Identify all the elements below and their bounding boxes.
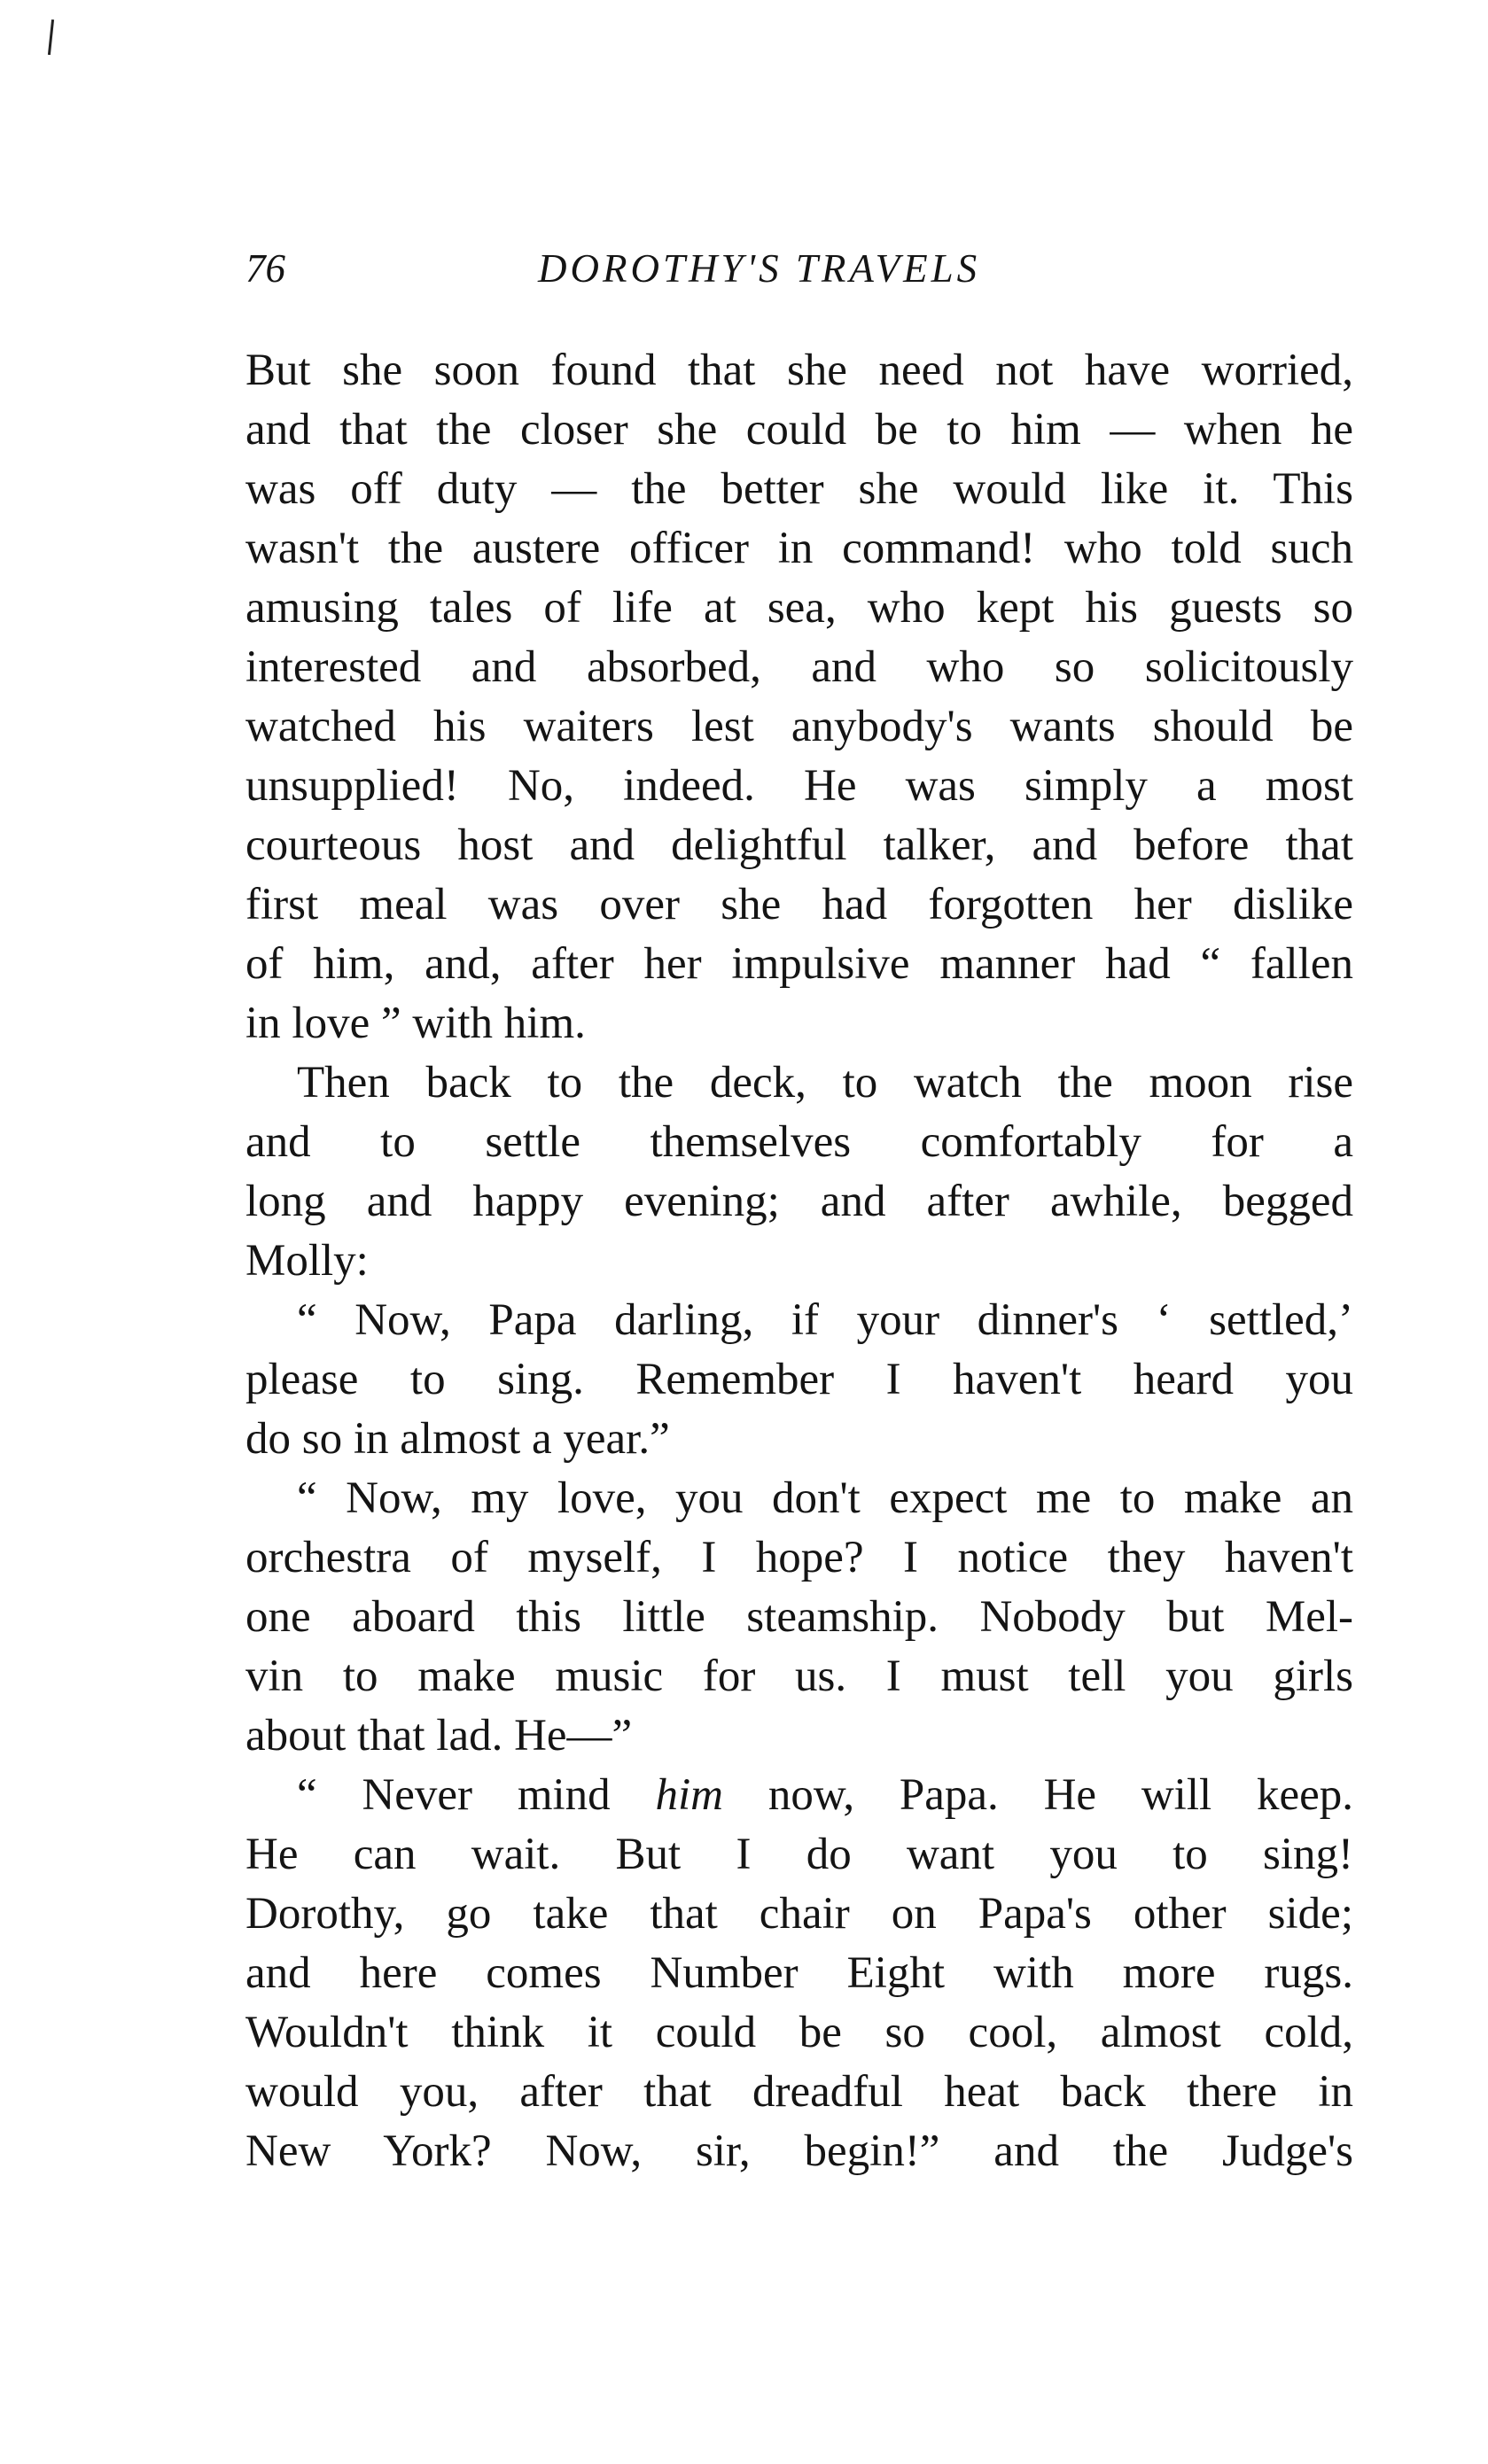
text-line: please to sing. Remember I haven't heard you xyxy=(245,1355,1353,1404)
text-line: and that the closer she could be to him — when he xyxy=(245,405,1353,455)
text-line: Then back to the deck, to watch the moon rise xyxy=(297,1058,1353,1108)
text-line: watched his waiters lest anybody's wants should be xyxy=(245,702,1353,751)
text-line: New York? Now, sir, begin!” and the Judge's xyxy=(245,2126,1353,2176)
text-line: “ Now, my love, you don't expect me to make an xyxy=(297,1473,1353,1523)
text-line: Dorothy, go take that chair on Papa's other side; xyxy=(245,1889,1353,1939)
text-line: unsupplied! No, indeed. He was simply a most xyxy=(245,761,1353,811)
text-line: first meal was over she had forgotten her dislike xyxy=(245,880,1353,929)
text-line: was off duty — the better she would like it. This xyxy=(245,464,1353,514)
text-line xyxy=(245,1766,1353,1825)
text-fragment: “ Never mind xyxy=(297,1770,611,1820)
text-line: one aboard this little steamship. Nobody but Mel- xyxy=(245,1592,1353,1642)
emphasis: him xyxy=(655,1770,723,1820)
page-number: 76 xyxy=(245,246,285,291)
body-text xyxy=(245,341,1353,2181)
text-line: “ Now, Papa darling, if your dinner's ‘ settled,’ xyxy=(297,1295,1353,1345)
text-line: courteous host and delightful talker, and before that xyxy=(245,820,1353,870)
text-line: would you, after that dreadful heat back there in xyxy=(245,2067,1353,2117)
text-line: vin to make music for us. I must tell you girls xyxy=(245,1652,1353,1701)
text-line: Molly: xyxy=(245,1236,369,1286)
text-line: do so in almost a year.” xyxy=(245,1414,670,1464)
text-line: about that lad. He—” xyxy=(245,1711,633,1761)
text-line: and to settle themselves comfortably for a xyxy=(245,1117,1353,1167)
text-line: orchestra of myself, I hope? I notice they haven't xyxy=(245,1533,1353,1582)
text-line: wasn't the austere officer in command! who told such xyxy=(245,524,1353,573)
text-line: Wouldn't think it could be so cool, almost cold, xyxy=(245,2008,1353,2057)
text-line: He can wait. But I do want you to sing! xyxy=(245,1830,1353,1879)
text-line: long and happy evening; and after awhile, begged xyxy=(245,1177,1353,1226)
text-line: interested and absorbed, and who so solicitously xyxy=(245,642,1353,692)
running-title: DOROTHY'S TRAVELS xyxy=(538,246,981,291)
text-line: of him, and, after her impulsive manner had “ fallen xyxy=(245,939,1353,989)
text-line: But she soon found that she need not have worried, xyxy=(245,346,1353,395)
text-line: amusing tales of life at sea, who kept his guests so xyxy=(245,583,1353,633)
running-header xyxy=(245,237,1353,299)
text-fragment: now, Papa. He will keep. xyxy=(767,1770,1354,1820)
text-line: in love ” with him. xyxy=(245,999,586,1048)
stray-ink-mark xyxy=(48,19,54,55)
text-line: and here comes Number Eight with more rugs. xyxy=(245,1948,1353,1998)
